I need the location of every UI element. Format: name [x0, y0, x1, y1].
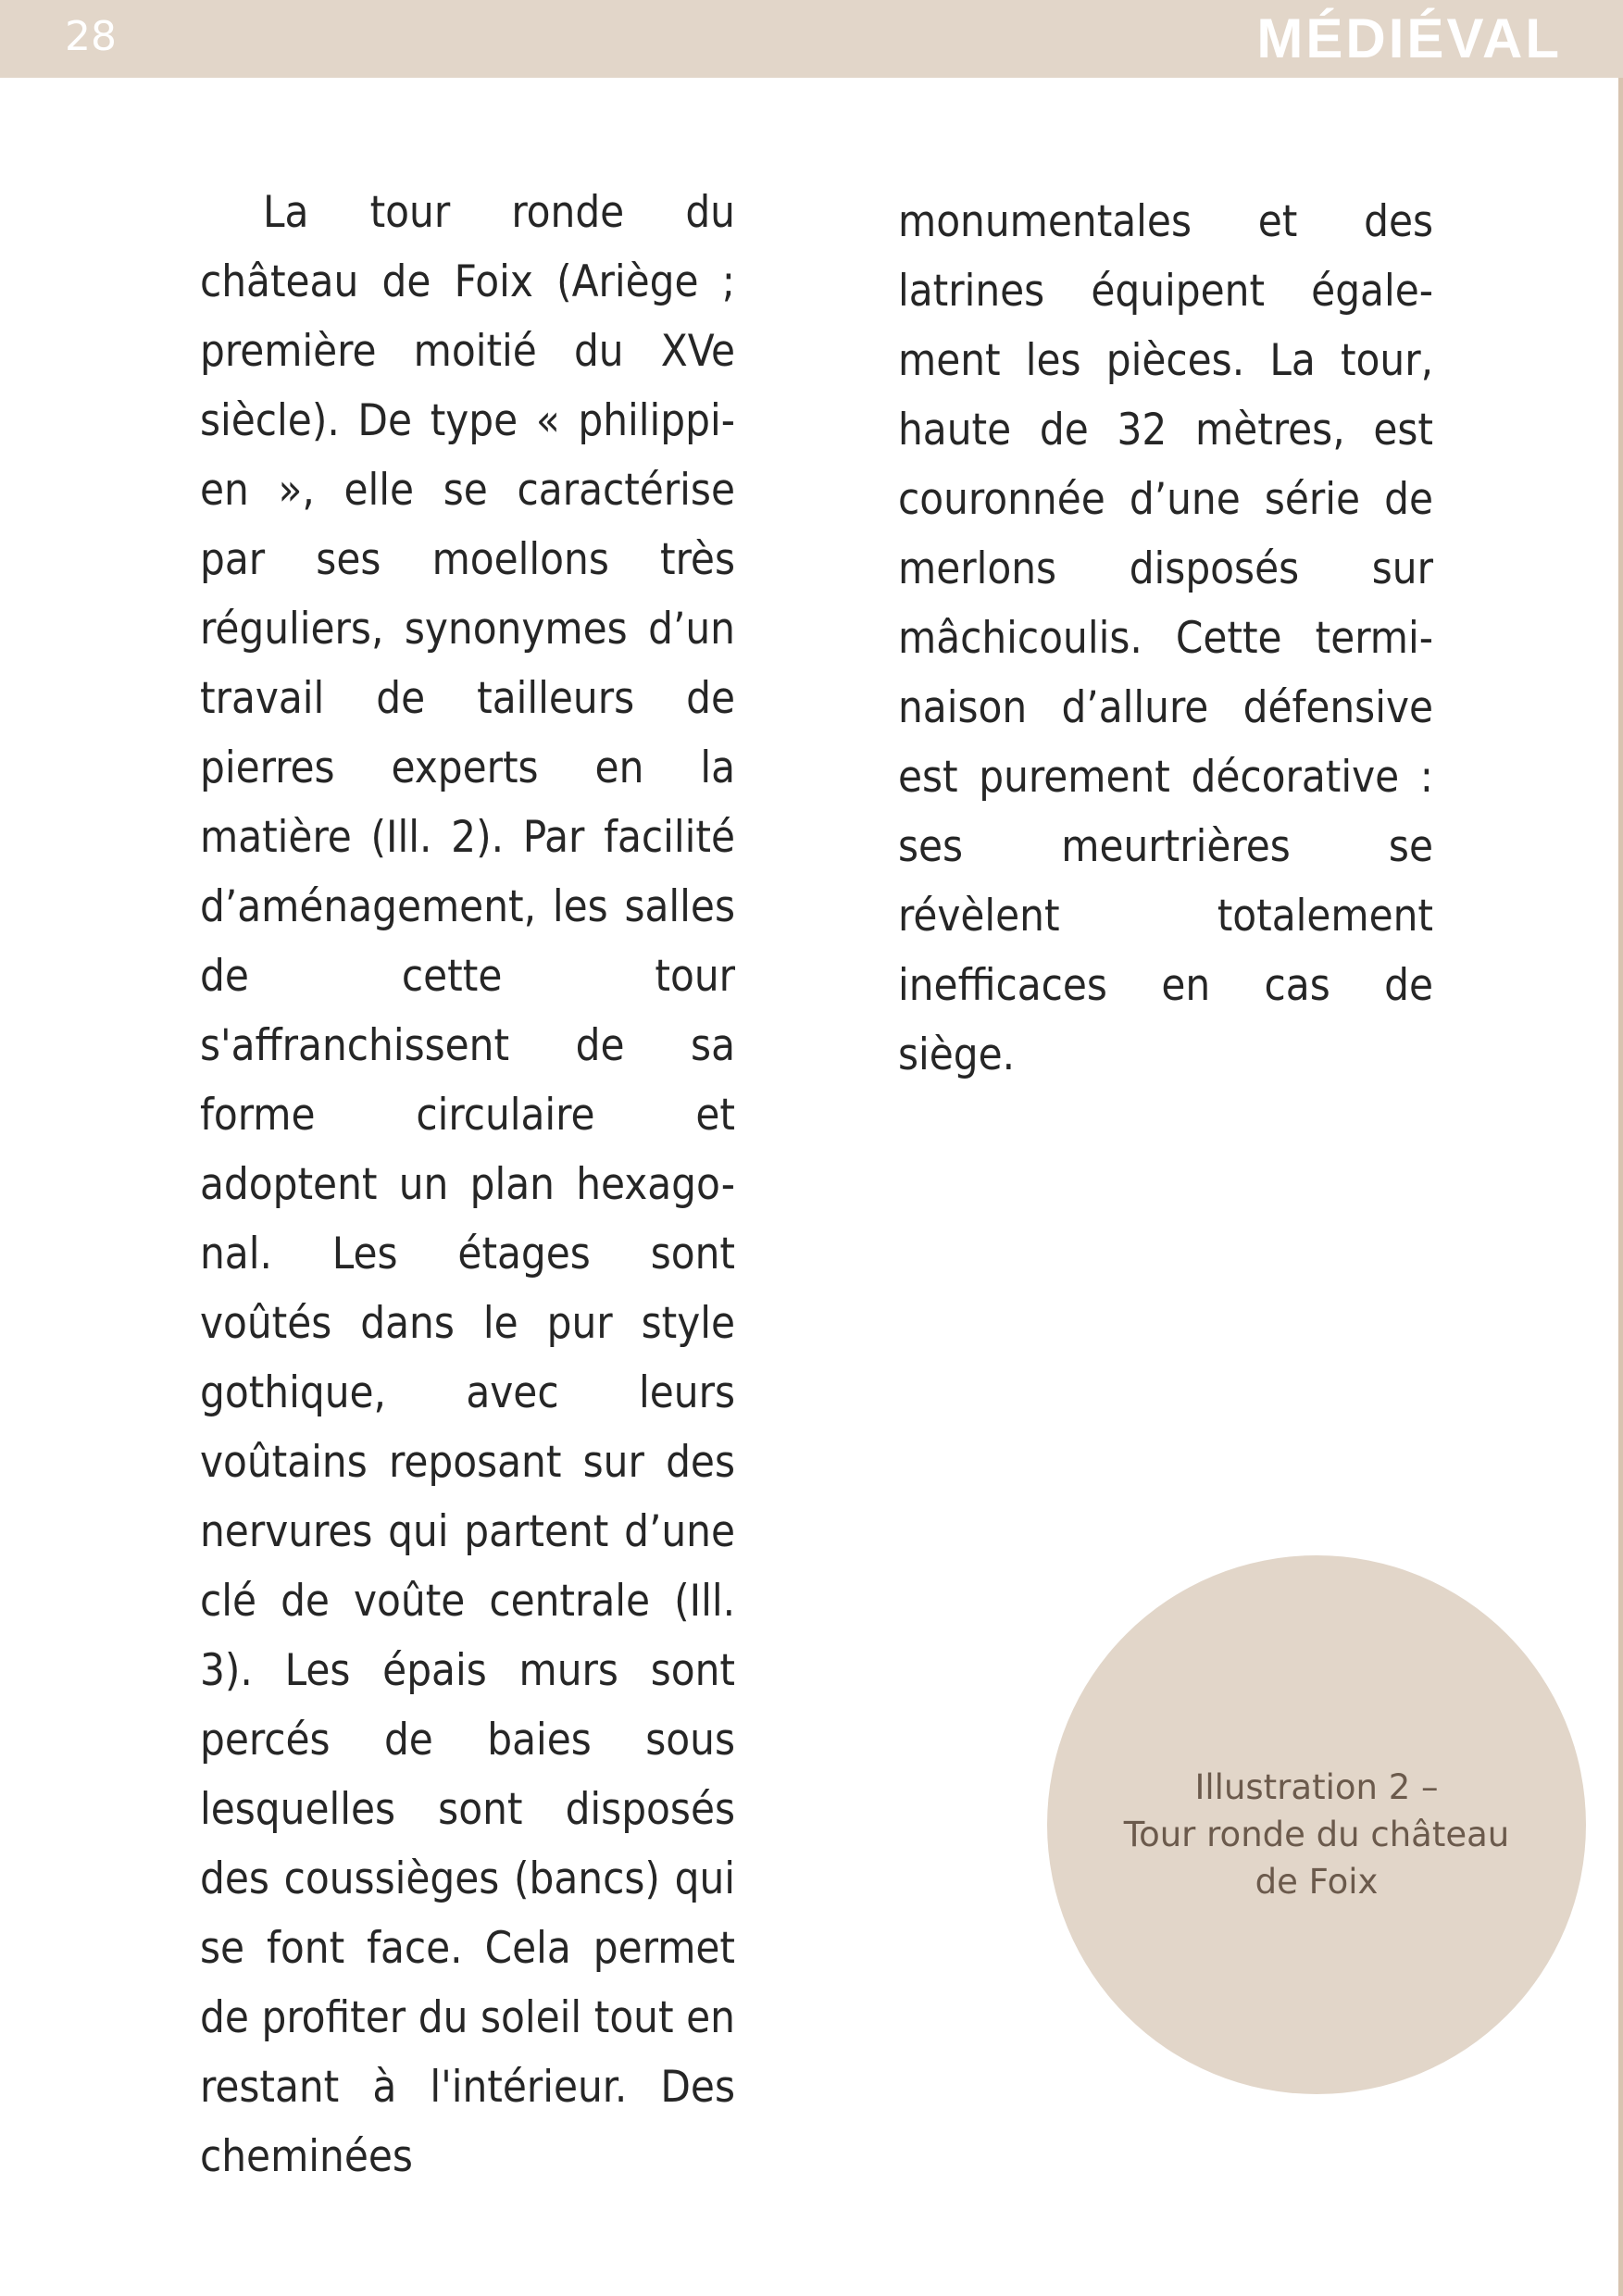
- section-title: MÉDIÉVAL: [1256, 7, 1562, 69]
- body-text-right-column: monumentales et des latrines équipent égale-ment les pièces. La tour, haute de 32 mètres, est couronnée d’une série de merlons disposés sur mâchicoulis. Cette termi-naison d’allure défensive est purement décorative : ses meurtrières se révèlent totalement inefficaces en cas de siège.: [898, 196, 1433, 1080]
- page-number: 28: [65, 13, 117, 60]
- caption-line-2: Tour ronde du château: [1123, 1815, 1510, 1854]
- header-bar: [0, 0, 1623, 78]
- caption-line-1: Illustration 2 –: [1194, 1767, 1439, 1807]
- page-edge-rule: [1618, 78, 1623, 2296]
- body-text-left-column: La tour ronde du château de Foix (Ariège ; première moitié du XVe siècle). De type « philippi-en », elle se caractérise par ses moellons très réguliers, synonymes d’un travail de tailleurs de pierres experts en la matière (Ill. 2). Par facilité d’aménagement, les salles de cette tour s'affranchissent de sa forme circulaire et adoptent un plan hexago-nal. Les étages sont voûtés dans le pur style gothique, avec leurs voûtains reposant sur des nervures qui partent d’une clé de voûte centrale (Ill. 3). Les épais murs sont percés de baies sous lesquelles sont disposés des coussièges (bancs) qui se font face. Cela permet de profiter du soleil tout en restant à l'intérieur. Des cheminées: [200, 187, 735, 2182]
- illustration-caption: [1065, 1764, 1568, 1905]
- caption-line-3: de Foix: [1255, 1862, 1379, 1902]
